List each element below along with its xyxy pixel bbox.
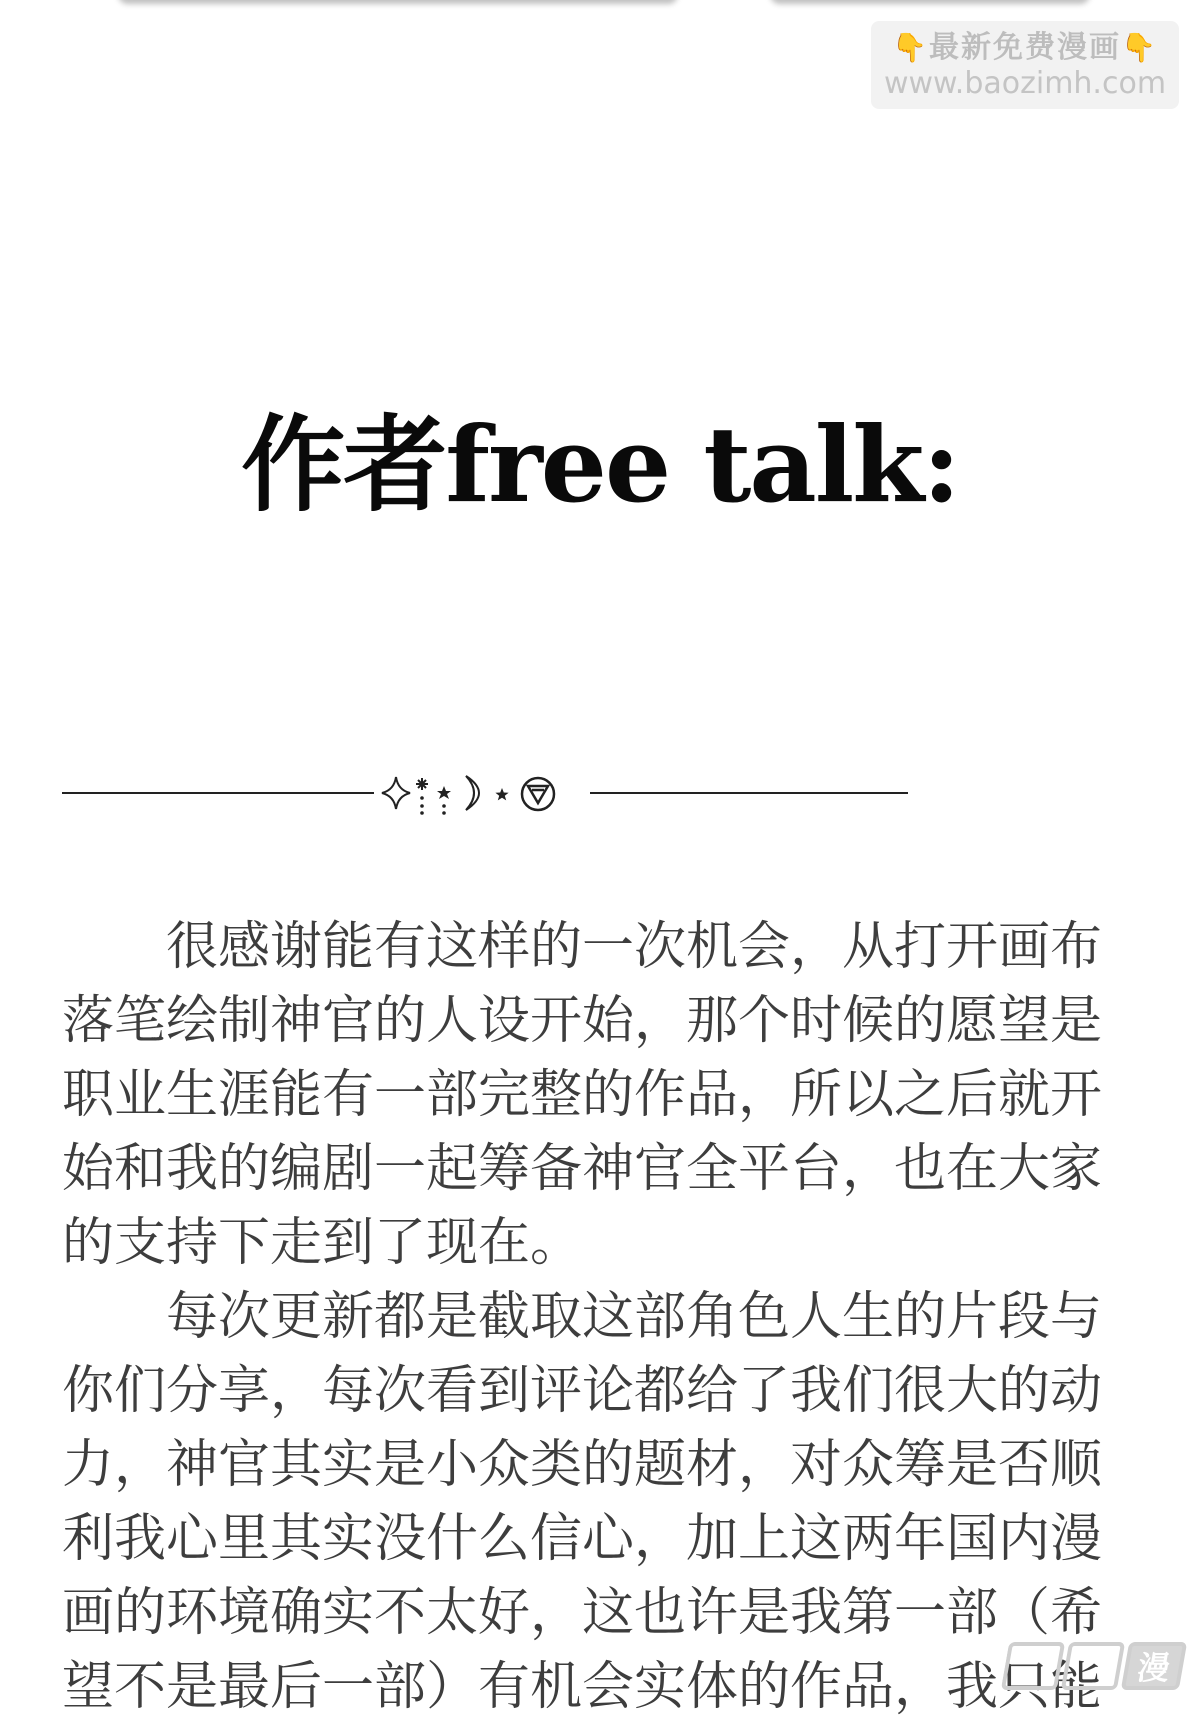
pointing-down-icon: 👇 xyxy=(1121,31,1158,64)
pointing-down-icon: 👇 xyxy=(892,31,929,64)
ornamental-divider xyxy=(62,770,902,816)
site-watermark[interactable] xyxy=(871,21,1179,109)
text-line: 力，神官其实是小众类的题材，对众筹是否顺 xyxy=(62,1435,1103,1495)
star-icon xyxy=(416,778,428,790)
watermark-slogan xyxy=(871,29,1179,67)
text-line: 始和我的编剧一起筹备神官全平台，也在大家 xyxy=(62,1139,1103,1199)
sparkle-icon xyxy=(382,777,410,809)
paragraph xyxy=(62,1280,1122,1724)
circle-triangle-icon xyxy=(522,778,554,810)
text-line: 画的环境确实不太好，这也许是我第一部（希 xyxy=(62,1583,1103,1643)
text-line: 每次更新都是截取这部角色人生的片段与 xyxy=(166,1287,1103,1347)
divider-ornament xyxy=(374,770,590,816)
moon-icon xyxy=(466,776,479,810)
publisher-logo-stamp xyxy=(1000,1638,1190,1694)
paragraph xyxy=(62,910,1122,1280)
text-line: 利我心里其实没什么信心，加上这两年国内漫 xyxy=(62,1509,1103,1569)
text-line: 望不是最后一部）有机会实体的作品，我只能 xyxy=(62,1657,1103,1717)
star-icon xyxy=(495,788,508,800)
page-title: 作者free talk: xyxy=(241,403,959,526)
text-line: 落笔绘制神官的人设开始，那个时候的愿望是 xyxy=(62,991,1103,1051)
text-line: 的支持下走到了现在。 xyxy=(62,1213,583,1273)
watermark-slogan-text: 最新免费漫画 xyxy=(929,30,1121,65)
divider-line-right xyxy=(590,792,908,794)
stamp-text: 漫 xyxy=(1134,1649,1173,1687)
text-line: 职业生涯能有一部完整的作品，所以之后就开 xyxy=(62,1065,1103,1125)
author-note-body xyxy=(62,910,1122,1724)
text-line: 很感谢能有这样的一次机会，从打开画布 xyxy=(166,917,1103,977)
watermark-url[interactable]: www.baozimh.com xyxy=(883,66,1167,101)
text-line: 你们分享，每次看到评论都给了我们很大的动 xyxy=(62,1361,1103,1421)
divider-line-left xyxy=(62,792,374,794)
